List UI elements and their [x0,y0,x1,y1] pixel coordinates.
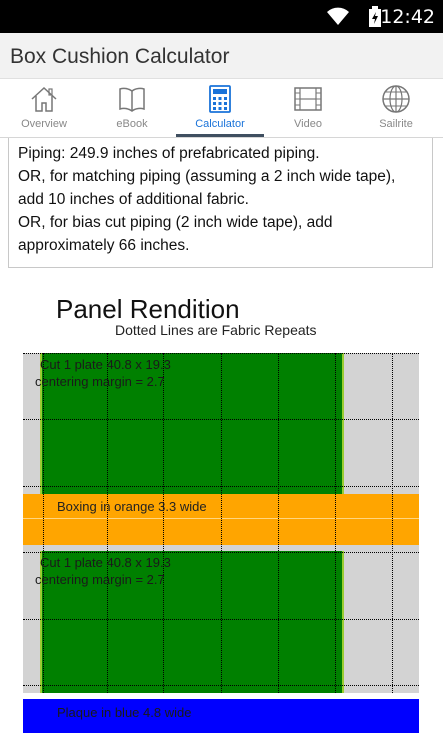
repeat-line-v [392,353,393,693]
app-title: Box Cushion Calculator [10,45,230,68]
plate-top-label: Cut 1 plate 40.8 x 19.3 [40,357,171,372]
tab-sailrite[interactable] [352,80,440,138]
panel-rendition [23,353,419,693]
repeat-line-h [23,619,419,620]
tab-overview-label: Overview [21,118,67,130]
piping-info-box [8,138,433,268]
film-icon [293,84,323,114]
repeat-line-h [23,419,419,420]
info-line-4: OR, for bias cut piping (2 inch wide tape), add [18,214,333,231]
tab-video-label: Video [294,118,322,130]
rendition-subtitle: Dotted Lines are Fabric Repeats [115,322,317,338]
tab-bar [0,80,443,138]
globe-icon [381,84,411,114]
tab-calculator-label: Calculator [195,118,245,130]
book-icon [117,84,147,114]
repeat-line-v [107,353,108,693]
repeat-line-h [23,353,419,354]
tab-calculator[interactable] [176,80,264,138]
repeat-line-v [221,353,222,693]
info-line-1: Piping: 249.9 inches of prefabricated piping. [18,145,320,162]
plate-bottom-label: Cut 1 plate 40.8 x 19.3 [40,555,171,570]
repeat-line-v [278,353,279,693]
plaque-label: Plaque in blue 4.8 wide [57,705,192,720]
tab-overview[interactable] [0,80,88,138]
boxing-label: Boxing in orange 3.3 wide [57,499,207,514]
status-time: 12:42 [380,6,435,28]
tab-sailrite-label: Sailrite [379,118,413,130]
info-line-5: approximately 66 inches. [18,237,190,254]
app-bar [0,33,443,79]
repeat-line-v [43,353,44,693]
repeat-line-h [23,486,419,487]
tab-ebook[interactable] [88,80,176,138]
calculator-icon [205,84,235,114]
rendition-title: Panel Rendition [56,294,240,324]
status-bar [0,0,443,33]
repeat-line-v [335,353,336,693]
plate-bottom-margin-label: centering margin = 2.7 [35,572,165,587]
home-icon [29,84,59,114]
tab-video[interactable] [264,80,352,138]
info-line-3: add 10 inches of additional fabric. [18,191,249,208]
repeat-line-v [163,353,164,693]
plaque-strip [23,699,419,733]
info-line-2: OR, for matching piping (assuming a 2 inch wide tape), [18,168,396,185]
repeat-line-h [23,685,419,686]
repeat-line-h [23,552,419,553]
active-tab-indicator [176,134,264,137]
wifi-icon [326,6,350,26]
tab-ebook-label: eBook [116,118,148,130]
plate-top-margin-label: centering margin = 2.7 [35,374,165,389]
